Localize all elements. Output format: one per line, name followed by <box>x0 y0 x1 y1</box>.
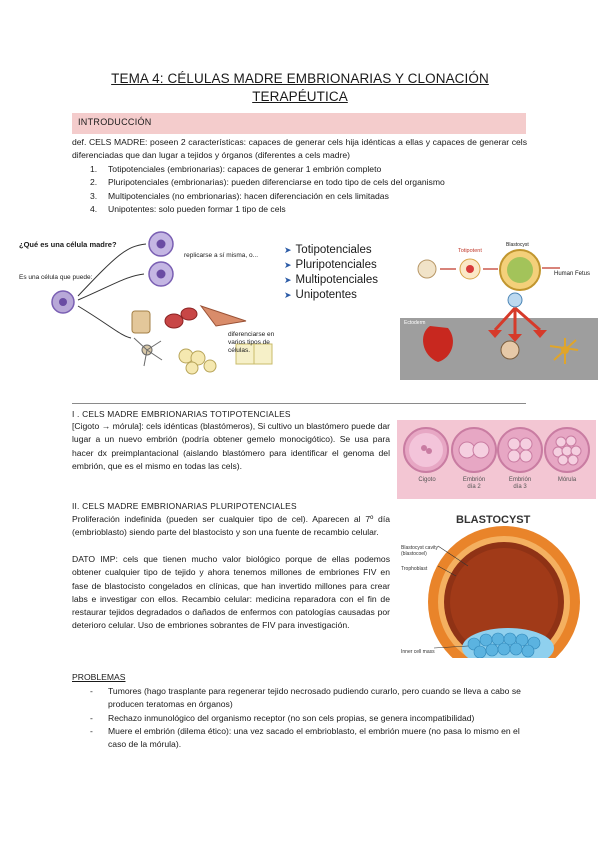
label-trophoblast: Trophoblast <box>401 566 428 572</box>
list-item: - Muere el embrión (dilema ético): una vez sacado el embrioblasto, el embrión muere (no pasa lo mismo en el caso de la mórula). <box>90 725 520 750</box>
intro-heading: INTRODUCCIÓN <box>78 117 152 127</box>
potency-figure-item: ➤ Multipotenciales <box>284 274 379 286</box>
stem-cell-figure <box>16 226 282 376</box>
list-item: - Rechazo inmunológico del organismo receptor (no son cels propias, se genera incompatibilidad) <box>90 712 475 723</box>
list-item: 2. Pluripotenciales (embrionarias): pueden diferenciarse en todo tipo de cels del organismo <box>90 177 445 188</box>
stage-label: Embrión día 2 <box>462 477 486 490</box>
problems-heading: PROBLEMAS <box>72 672 126 682</box>
title-line-2: TERAPÉUTICA <box>252 89 348 104</box>
label-ectoderm: Ectoderm <box>404 320 426 326</box>
list-item: 3. Multipotenciales (no embrionarias): hacen diferenciación en cels limitadas <box>90 190 389 201</box>
development-figure <box>400 238 598 380</box>
figure-label-diff: diferenciarse en varios tipos de células. <box>228 331 275 354</box>
section-2-text-2: DATO IMP: cels que tienen mucho valor biológico porque de ellas podemos obtener cualquier tipo de tejido y ahora tenemos millones de embriones FIV en fase de blastocisto congelados en clínicas, que han invertido millones para crear labs e investigar con ellos. Recambio celular: medicina reparadora con el fin de restaurar tejidos degradados o dañados de enfermos con patologías causadas por deterioro celular. Uso de embriones sobrantes de FIV para investigación. <box>72 554 390 631</box>
list-item: 1. Totipotenciales (embrionarias): capaces de generar 1 embrión completo <box>90 164 382 174</box>
blastocyst-title: BLASTOCYST <box>456 514 531 526</box>
embryo-stages-figure <box>397 420 596 499</box>
figure-label-can: Es una célula que puede: <box>19 274 93 281</box>
label-inner-cell-mass: Inner cell mass <box>401 649 435 655</box>
page-title <box>0 70 600 106</box>
embryo-stages-illustration <box>397 420 596 499</box>
list-item: - Tumores (hago trasplante para regenerar tejido necrosado pudiendo curarlo, pero cuando se lleva a cabo se producen teratomas en órganos) <box>90 686 521 710</box>
stage-label: Cigoto <box>418 477 436 483</box>
stem-cell-definition: def. CELS MADRE: poseen 2 características: capaces de generar cels hija idénticas a ellas y capaces de generar cels diferenciadas que dan lugar a tejidos y órganos (diferentes a cels madre) <box>72 137 527 161</box>
section-divider <box>72 403 526 404</box>
title-line-1: TEMA 4: CÉLULAS MADRE EMBRIONARIAS Y CLONACIÓN <box>111 71 489 86</box>
figure-question: ¿Qué es una célula madre? <box>19 240 117 249</box>
list-item: 4. Unipotentes: solo pueden formar 1 tipo de cels <box>90 203 286 214</box>
section-1-text: [Cigoto → mórula]: cels idénticas (blastómeros), Si cultivo un blastómero puede dar lugar a un nuevo embrión (podría obtener gemelo monocigótico). Se usa para hacer dx preimplantacional (aislando blastómero para identificar el genoma del embrión, que es el mismo en todas las cels). <box>72 421 390 471</box>
blastocyst-illustration <box>398 506 598 658</box>
label-human-fetus: Human Fetus <box>554 271 591 277</box>
potency-figure <box>284 243 400 303</box>
label-cavity: Blastocyst cavity (blastocoel) <box>401 545 438 557</box>
potency-figure-item: ➤ Unipotentes <box>284 289 357 301</box>
figure-label-self: replicarse a sí misma, o... <box>184 252 259 259</box>
label-blastocyst: Blastocyst <box>506 242 529 248</box>
blastocyst-figure <box>398 506 598 658</box>
potency-figure-item: ➤ Pluripotenciales <box>284 259 377 271</box>
potency-figure-item: ➤ Totipotenciales <box>284 244 372 256</box>
section-2-text-1: Proliferación indefinida (pueden ser cualquier tipo de cel). Aparecen al 7º día (embrioblasto) siendo parte del blastocisto y son una fuente de recambio celular. <box>72 514 390 538</box>
label-totipotent: Totipotent <box>458 248 482 254</box>
intro-heading-bar <box>72 113 526 134</box>
stage-label: Mórula <box>557 477 577 483</box>
problems-list <box>72 685 528 751</box>
development-illustration <box>400 238 598 380</box>
potency-list <box>90 163 527 216</box>
stage-label: Embrión día 3 <box>508 477 532 490</box>
section-2-heading: II. CELS MADRE EMBRIONARIAS PLURIPOTENCIALES <box>72 501 297 511</box>
section-1-heading: I . CELS MADRE EMBRIONARIAS TOTIPOTENCIALES <box>72 409 291 419</box>
